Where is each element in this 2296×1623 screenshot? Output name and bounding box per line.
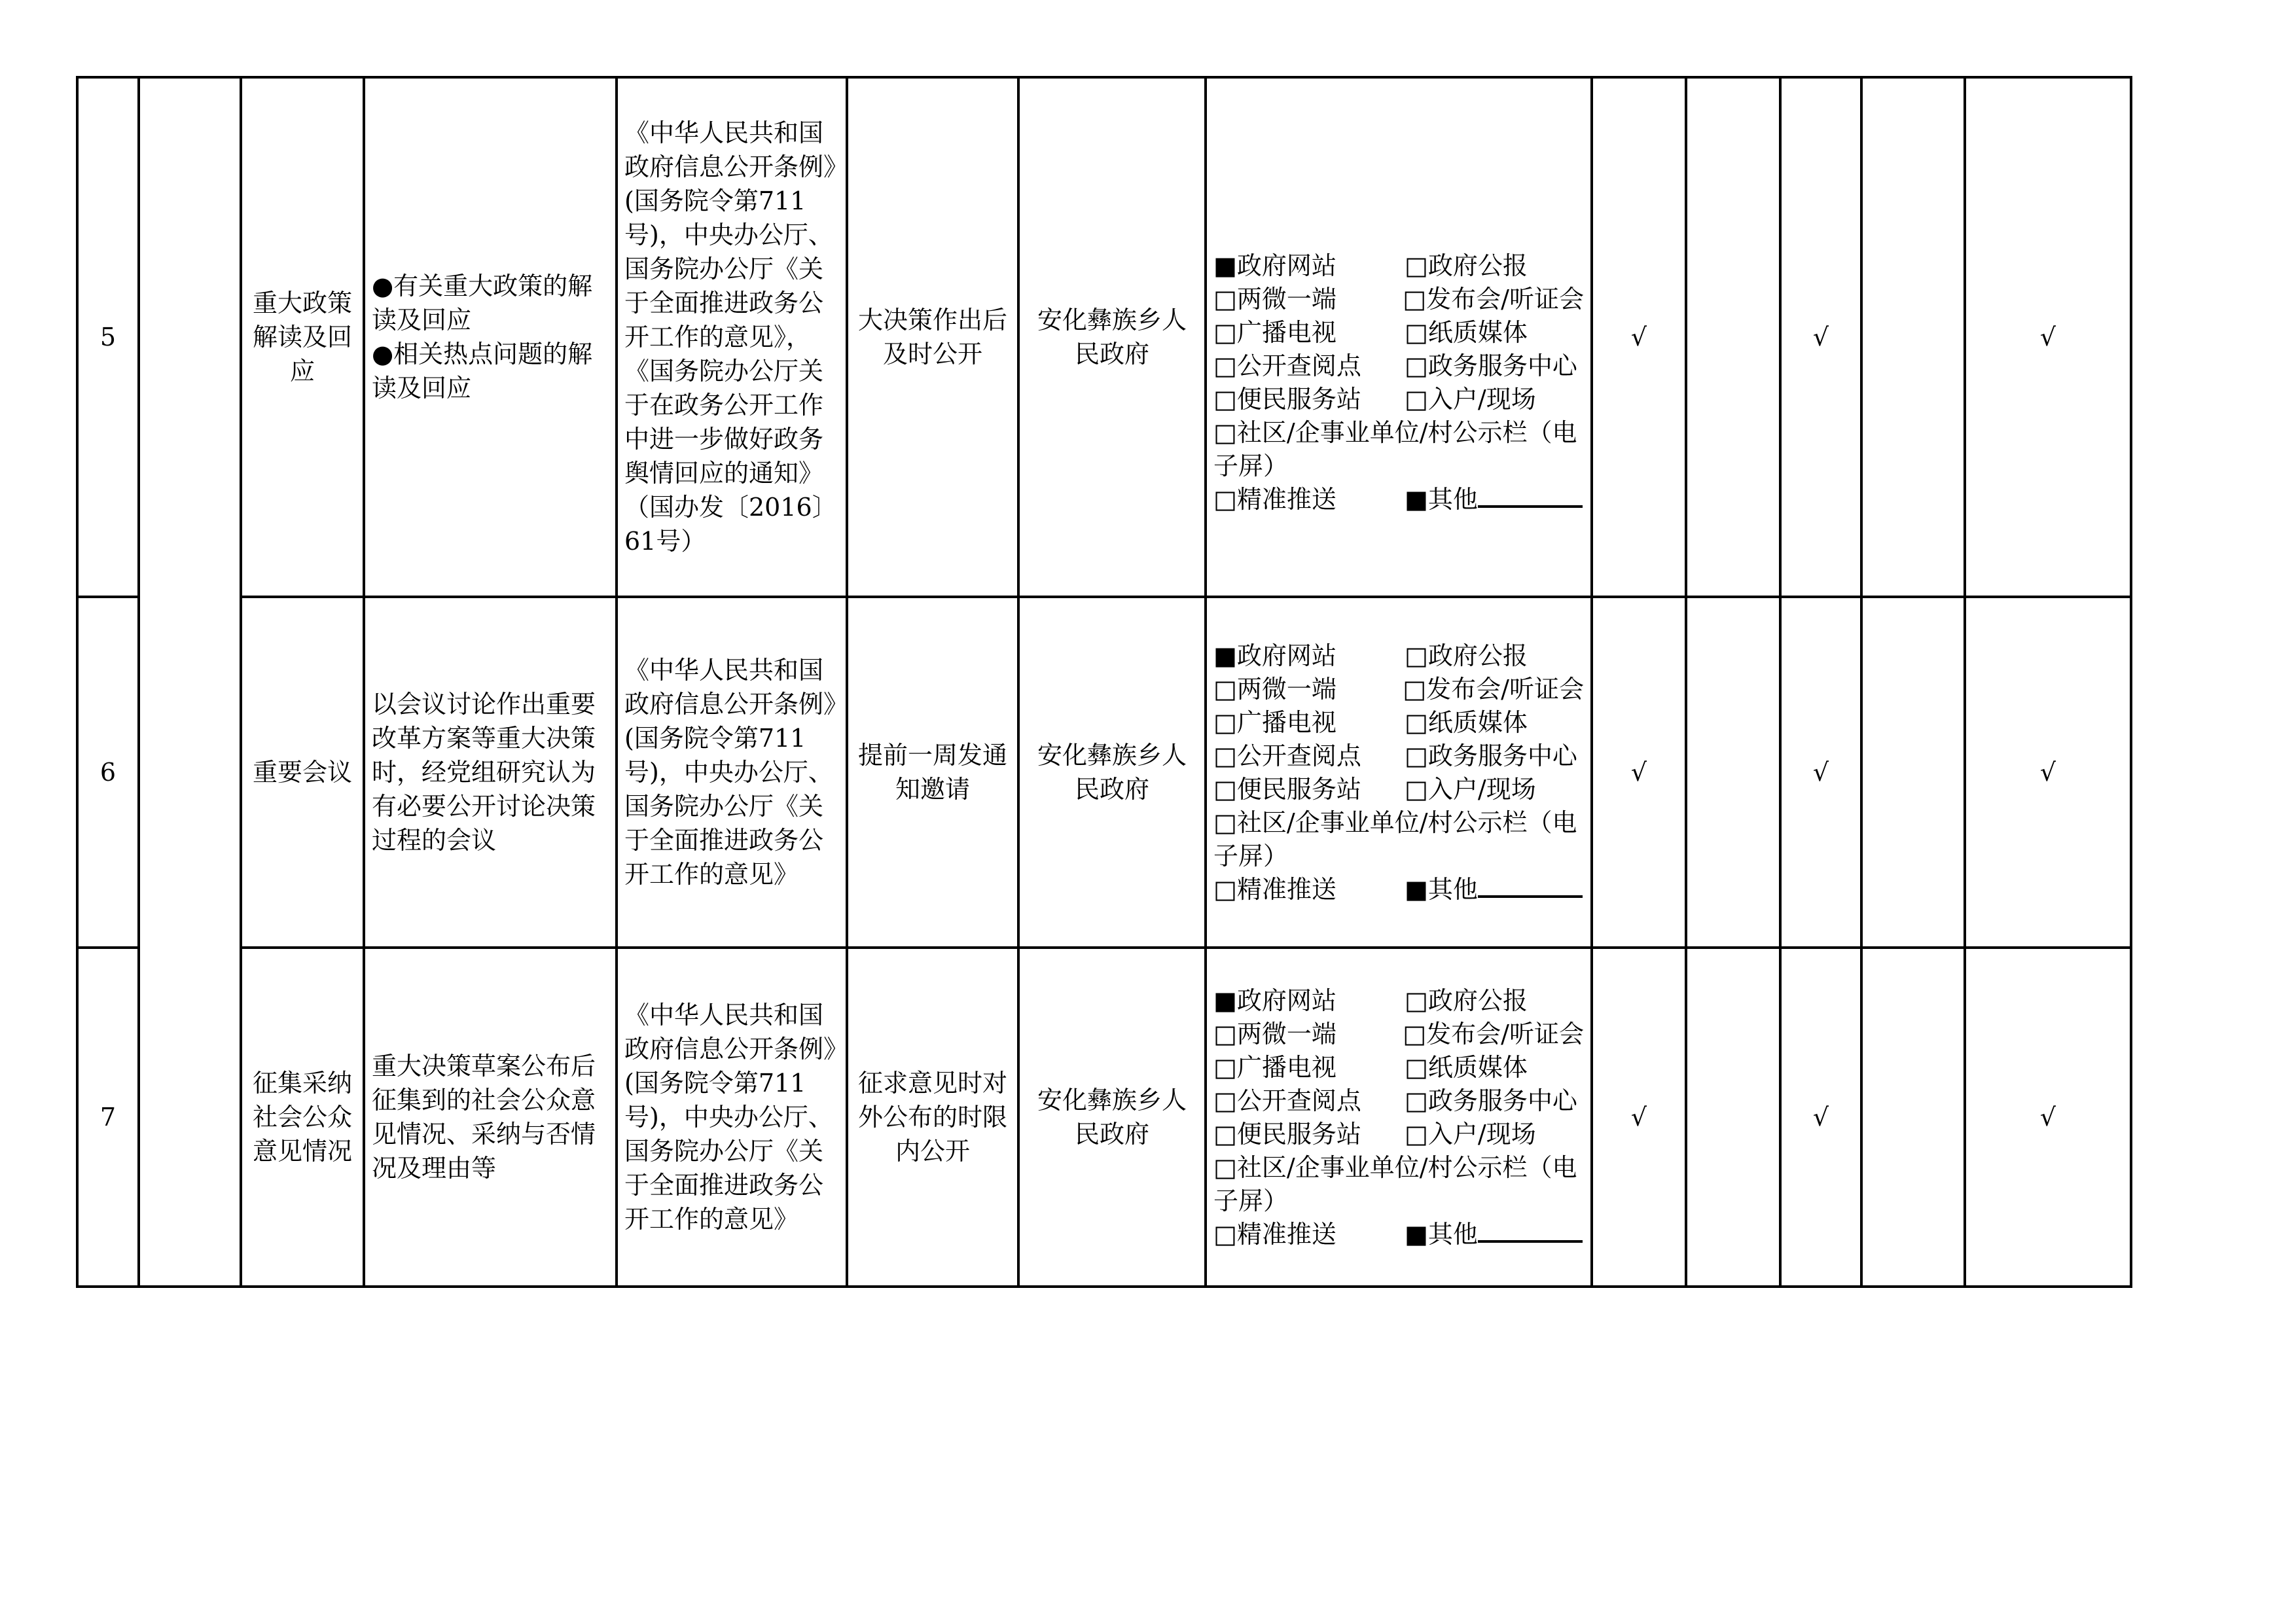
channel-option: □纸质媒体 bbox=[1405, 1053, 1528, 1082]
channel-option: □两微一端 bbox=[1213, 1020, 1336, 1048]
channel-option: ■其他 bbox=[1405, 875, 1478, 904]
channel-option: ■政府网站 bbox=[1213, 986, 1336, 1015]
content-line: ●相关热点问题的解读及回应 bbox=[372, 340, 593, 402]
check-cell bbox=[1686, 948, 1780, 1287]
check-cell: √ bbox=[1965, 597, 2131, 948]
subject-cell: 安化彝族乡人民政府 bbox=[1018, 948, 1206, 1287]
check-cell: √ bbox=[1592, 597, 1686, 948]
check-cell: √ bbox=[1592, 948, 1686, 1287]
channel-option: □政务服务中心 bbox=[1405, 351, 1577, 380]
channel-option: □便民服务站 bbox=[1213, 775, 1361, 804]
channel-option: □政务服务中心 bbox=[1405, 1086, 1577, 1115]
channel-option: □公开查阅点 bbox=[1213, 741, 1361, 770]
channel-option: □广播电视 bbox=[1213, 1053, 1336, 1082]
content-cell: 以会议讨论作出重要改革方案等重大决策时，经党组研究认为有必要公开讨论决策过程的会议 bbox=[364, 597, 617, 948]
row-number: 7 bbox=[77, 948, 139, 1287]
channel-option: □公开查阅点 bbox=[1213, 351, 1361, 380]
channel-option: □入户/现场 bbox=[1405, 1120, 1536, 1149]
channel-option: ■其他 bbox=[1405, 485, 1478, 514]
content-cell: 重大决策草案公布后征集到的社会公众意见情况、采纳与否情况及理由等 bbox=[364, 948, 617, 1287]
basis-cell: 《中华人民共和国政府信息公开条例》(国务院令第711号)，中央办公厅、国务院办公厅《关于全面推进政务公开工作的意见》，《国务院办公厅关于在政务公开工作中进一步做好政务舆情回应的通知》（国办发〔2016〕61号） bbox=[617, 77, 847, 597]
channels-cell bbox=[1206, 597, 1592, 948]
channel-option: ■政府网站 bbox=[1213, 641, 1336, 670]
channel-option: □两微一端 bbox=[1213, 285, 1336, 313]
check-cell bbox=[1861, 597, 1965, 948]
check-cell: √ bbox=[1592, 77, 1686, 597]
timing-cell: 大决策作出后及时公开 bbox=[847, 77, 1018, 597]
channel-option: □广播电视 bbox=[1213, 708, 1336, 737]
channels-cell bbox=[1206, 77, 1592, 597]
check-cell: √ bbox=[1965, 77, 2131, 597]
channel-option: □政府公报 bbox=[1405, 251, 1528, 280]
channel-option: ■其他 bbox=[1405, 1220, 1478, 1249]
check-cell: √ bbox=[1780, 948, 1861, 1287]
check-cell: √ bbox=[1780, 597, 1861, 948]
timing-cell: 征求意见时对外公布的时限内公开 bbox=[847, 948, 1018, 1287]
basis-cell: 《中华人民共和国政府信息公开条例》(国务院令第711号)，中央办公厅、国务院办公厅《关于全面推进政务公开工作的意见》 bbox=[617, 948, 847, 1287]
blank-line bbox=[1478, 873, 1583, 898]
table-row bbox=[77, 597, 2131, 948]
channels-cell bbox=[1206, 948, 1592, 1287]
channel-option: □政务服务中心 bbox=[1405, 741, 1577, 770]
channel-option: □广播电视 bbox=[1213, 318, 1336, 347]
subject-cell: 安化彝族乡人民政府 bbox=[1018, 77, 1206, 597]
basis-cell: 《中华人民共和国政府信息公开条例》(国务院令第711号)，中央办公厅、国务院办公厅《关于全面推进政务公开工作的意见》 bbox=[617, 597, 847, 948]
content-line: ●有关重大政策的解读及回应 bbox=[372, 272, 593, 334]
channel-option: □公开查阅点 bbox=[1213, 1086, 1361, 1115]
channel-option: □政府公报 bbox=[1405, 986, 1528, 1015]
channel-option: □发布会/听证会 bbox=[1403, 285, 1584, 313]
category-cell bbox=[139, 77, 241, 1287]
channel-option: □入户/现场 bbox=[1405, 775, 1536, 804]
table-row bbox=[77, 77, 2131, 597]
channel-option: □便民服务站 bbox=[1213, 1120, 1361, 1149]
disclosure-table bbox=[76, 76, 2132, 1288]
row-number: 6 bbox=[77, 597, 139, 948]
row-number: 5 bbox=[77, 77, 139, 597]
channel-option: ■政府网站 bbox=[1213, 251, 1336, 280]
channel-option: □便民服务站 bbox=[1213, 385, 1361, 414]
item-cell: 征集采纳社会公众意见情况 bbox=[241, 948, 364, 1287]
channel-option: □两微一端 bbox=[1213, 675, 1336, 704]
content-cell bbox=[364, 77, 617, 597]
channel-option: □社区/企事业单位/村公示栏（电子屏） bbox=[1213, 808, 1577, 870]
channel-option: □发布会/听证会 bbox=[1403, 1020, 1584, 1048]
check-cell: √ bbox=[1780, 77, 1861, 597]
timing-cell: 提前一周发通知邀请 bbox=[847, 597, 1018, 948]
check-cell bbox=[1686, 77, 1780, 597]
blank-line bbox=[1478, 1218, 1583, 1243]
channel-option: □纸质媒体 bbox=[1405, 708, 1528, 737]
channel-option: □精准推送 bbox=[1213, 1220, 1336, 1249]
table-row bbox=[77, 948, 2131, 1287]
channel-option: □政府公报 bbox=[1405, 641, 1528, 670]
channel-option: □社区/企事业单位/村公示栏（电子屏） bbox=[1213, 418, 1577, 480]
item-cell: 重大政策解读及回应 bbox=[241, 77, 364, 597]
channel-option: □精准推送 bbox=[1213, 485, 1336, 514]
channel-option: □纸质媒体 bbox=[1405, 318, 1528, 347]
channel-option: □社区/企事业单位/村公示栏（电子屏） bbox=[1213, 1153, 1577, 1215]
channel-option: □入户/现场 bbox=[1405, 385, 1536, 414]
subject-cell: 安化彝族乡人民政府 bbox=[1018, 597, 1206, 948]
channel-option: □精准推送 bbox=[1213, 875, 1336, 904]
item-cell: 重要会议 bbox=[241, 597, 364, 948]
channel-option: □发布会/听证会 bbox=[1403, 675, 1584, 704]
blank-line bbox=[1478, 483, 1583, 508]
check-cell bbox=[1861, 948, 1965, 1287]
check-cell bbox=[1861, 77, 1965, 597]
check-cell: √ bbox=[1965, 948, 2131, 1287]
check-cell bbox=[1686, 597, 1780, 948]
